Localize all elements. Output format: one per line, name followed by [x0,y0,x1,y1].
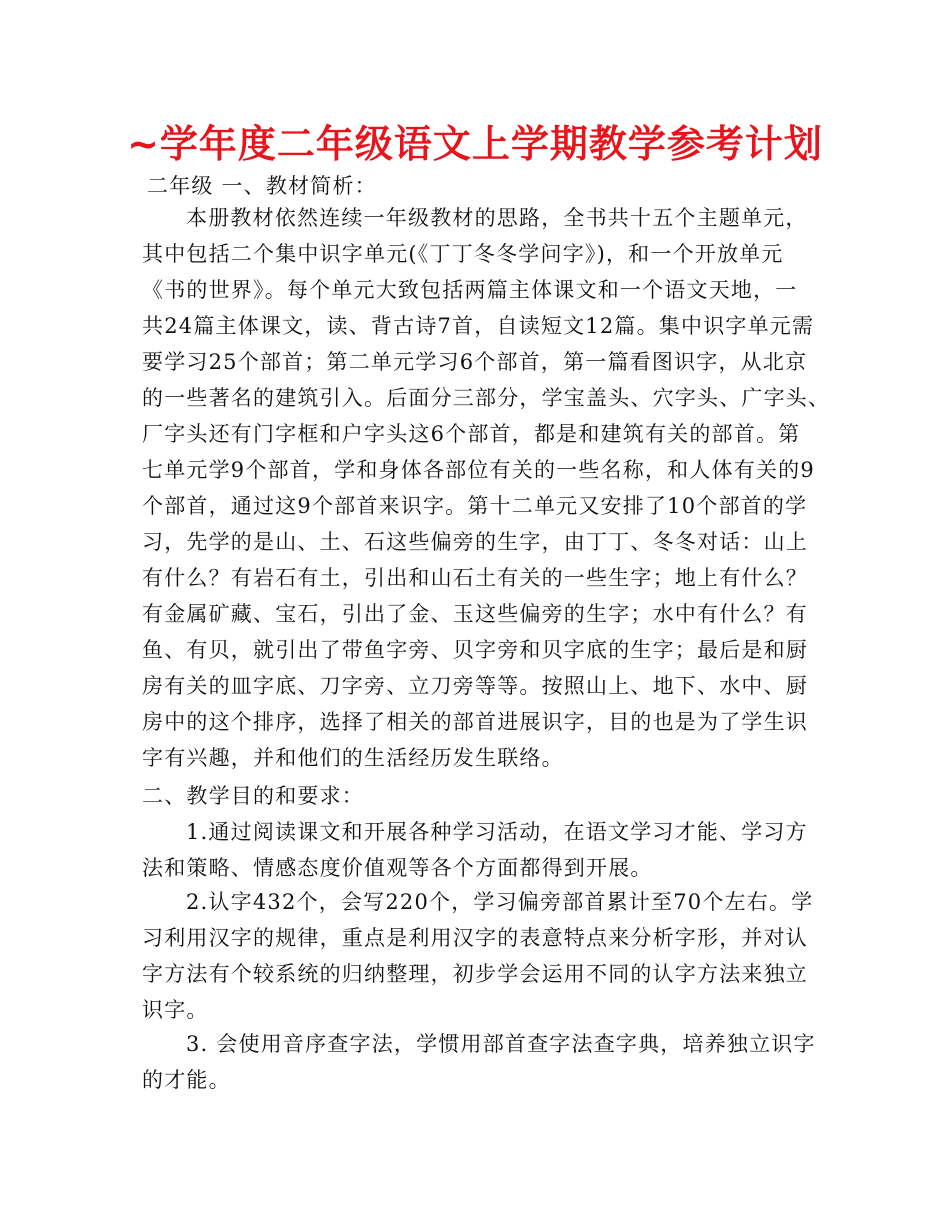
paragraph-line: 3. 会使用音序查字法，学惯用部首查字法查字典，培养独立识字 [186,1032,816,1056]
goal-item-1 [142,814,822,886]
paragraph-line: 房有关的皿字底、刀字旁、立刀旁等等。按照山上、地下、水中、厨 [142,674,808,698]
section-1-heading: 二年级 一、教材简析： [147,174,377,198]
paragraph-line: 《书的世界》。每个单元大致包括两篇主体课文和一个语文天地，一 [142,278,798,302]
paragraph-line: 七单元学9个部首，学和身体各部位有关的一些名称，和人体有关的9 [142,458,815,482]
paragraph-line: 识字。 [142,998,209,1022]
paragraph-line: 的一些著名的建筑引入。后面分三部分，学宝盖头、穴字头、广字头、 [142,386,831,410]
paragraph-line: 房中的这个排序，选择了相关的部首进展识字，目的也是为了学生识 [142,710,808,734]
paragraph-line: 2.认字432个，会写220个，学习偏旁部首累计至70个左右。学 [186,890,814,914]
paragraph-line: 厂字头还有门字框和户字头这6个部首，都是和建筑有关的部首。第 [142,422,801,446]
section-2-heading-block [142,778,822,814]
paragraph-line: 字有兴趣，并和他们的生活经历发生联络。 [142,746,564,770]
paragraph-line: 1.通过阅读课文和开展各种学习活动，在语文学习才能、学习方 [186,820,808,844]
paragraph-line: 共24篇主体课文，读、背古诗7首，自读短文12篇。集中识字单元需 [142,314,815,338]
paragraph-line: 要学习25个部首；第二单元学习6个部首，第一篇看图识字，从北京 [142,350,808,374]
document-title: ~学年度二年级语文上学期教学参考计划 [127,122,823,166]
goal-item-2 [142,884,822,1028]
paragraph-line: 有什么？有岩石有土，引出和山石土有关的一些生字；地上有什么？ [142,566,808,590]
paragraph-line: 法和策略、情感态度价值观等各个方面都得到开展。 [142,856,653,880]
paragraph-line: 其中包括二个集中识字单元(《丁丁冬冬学问字》)，和一个开放单元 [142,242,784,266]
paragraph-line: 鱼、有贝，就引出了带鱼字旁、贝字旁和贝字底的生字；最后是和厨 [142,638,808,662]
section-2-heading: 二、教学目的和要求： [142,784,364,808]
paragraph-line: 个部首，通过这9个部首来识字。第十二单元又安排了10个部首的学 [142,494,808,518]
paragraph-line: 有金属矿藏、宝石，引出了金、玉这些偏旁的生字；水中有什么？有 [142,602,808,626]
paragraph-line: 习利用汉字的规律，重点是利用汉字的表意特点来分析字形，并对认 [142,926,808,950]
paragraph-line: 字方法有个较系统的归纳整理，初步学会运用不同的认字方法来独立 [142,962,808,986]
paragraph-line: 习，先学的是山、土、石这些偏旁的生字，由丁丁、冬冬对话：山上 [142,530,808,554]
paragraph-line: 本册教材依然连续一年级教材的思路，全书共十五个主题单元， [186,206,808,230]
paragraph-line: 的才能。 [142,1068,231,1092]
goal-item-3 [142,1026,822,1098]
section-1-body [142,200,831,776]
